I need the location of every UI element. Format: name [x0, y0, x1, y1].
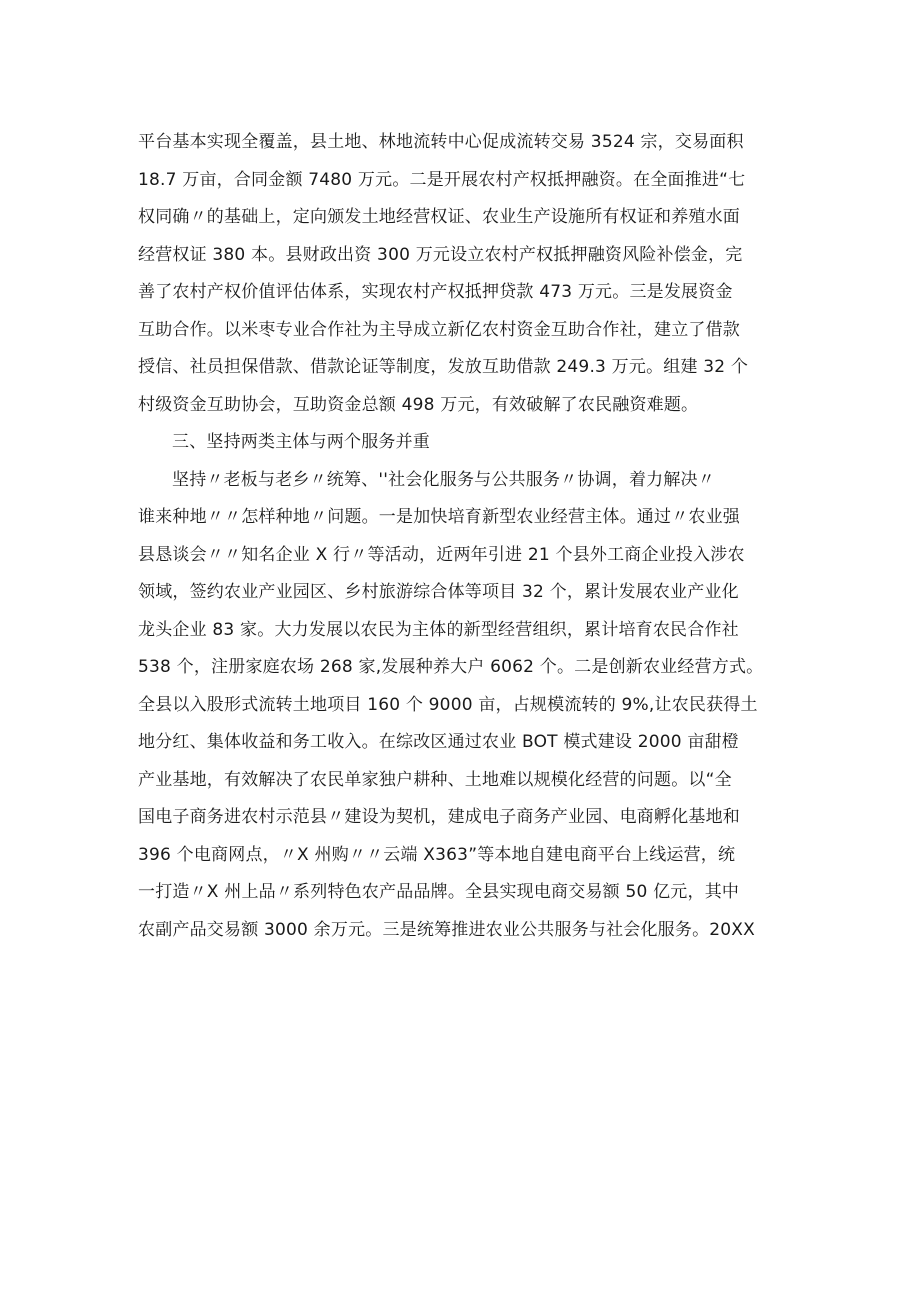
paragraph-line: 国电子商务进农村示范县〃建设为契机，建成电子商务产业园、电商孵化基地和 — [138, 807, 740, 827]
paragraph-line: 产业基地，有效解决了农民单家独户耕种、土地难以规模化经营的问题。以“全 — [138, 769, 732, 790]
paragraph-line: 权同确〃的基础上，定向颁发土地经营权证、农业生产设施所有权证和养殖水面 — [138, 207, 740, 227]
paragraph-line: 县恳谈会〃〃知名企业 X 行〃等活动，近两年引进 21 个县外工商企业投入涉农 — [138, 544, 745, 565]
paragraph-line: 善了农村产权价值评估体系，实现农村产权抵押贷款 473 万元。三是发展资金 — [138, 282, 733, 302]
paragraph-line: 村级资金互助协会，互助资金总额 498 万元，有效破解了农民融资难题。 — [138, 394, 699, 415]
paragraph-line: 互助合作。以米枣专业合作社为主导成立新亿农村资金互助合作社，建立了借款 — [138, 319, 740, 340]
paragraph-line: 一打造〃X 州上品〃系列特色农产品品牌。全县实现电商交易额 50 亿元，其中 — [138, 882, 740, 902]
paragraph-line: 领域，签约农业产业园区、乡村旅游综合体等项目 32 个，累计发展农业产业化 — [138, 582, 739, 602]
paragraph-line: 396 个电商网点，〃X 州购〃〃云端 X363”等本地自建电商平台上线运营，统 — [138, 844, 736, 865]
paragraph-line: 平台基本实现全覆盖，县土地、林地流转中心促成流转交易 3524 宗，交易面积 — [138, 132, 744, 152]
document-body — [138, 124, 788, 949]
paragraph-line: 农副产品交易额 3000 余万元。三是统筹推进农业公共服务与社会化服务。20XX — [138, 919, 755, 940]
paragraph-line: 地分红、集体收益和务工收入。在综改区通过农业 BOT 模式建设 2000 亩甜橙 — [138, 732, 740, 752]
paragraph-line: 538 个，注册家庭农场 268 家,发展种养大户 6062 个。二是创新农业经营方式。 — [138, 657, 764, 677]
paragraph-line: 坚持〃老板与老乡〃统筹、''社会化服务与公共服务〃协调，着力解决〃 — [172, 469, 715, 490]
paragraph-line: 授信、社员担保借款、借款论证等制度，发放互助借款 249.3 万元。组建 32 个 — [138, 357, 749, 377]
paragraph-line: 18.7 万亩，合同金额 7480 万元。二是开展农村产权抵押融资。在全面推进“七 — [138, 169, 746, 190]
paragraph-line: 经营权证 380 本。县财政出资 300 万元设立农村产权抵押融资风险补偿金，完 — [138, 244, 743, 265]
paragraph-line: 全县以入股形式流转土地项目 160 个 9000 亩，占规模流转的 9%,让农民获得土 — [138, 694, 758, 715]
paragraph-line: 谁来种地〃〃怎样种地〃问题。一是加快培育新型农业经营主体。通过〃农业强 — [138, 507, 740, 527]
section-heading: 三、坚持两类主体与两个服务并重 — [172, 432, 430, 452]
paragraph-line: 龙头企业 83 家。大力发展以农民为主体的新型经营组织，累计培育农民合作社 — [138, 619, 739, 640]
